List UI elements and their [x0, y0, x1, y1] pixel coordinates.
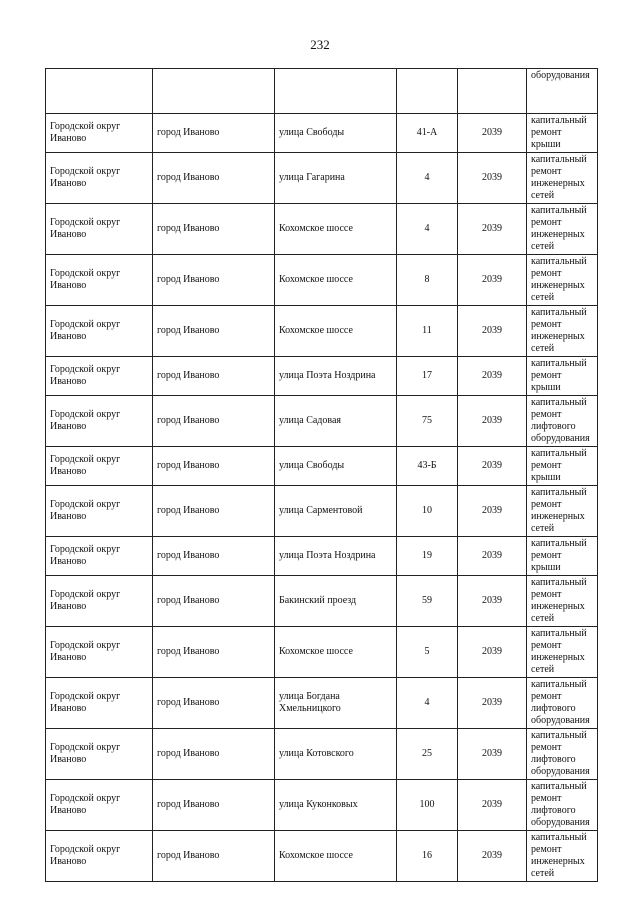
- cell-year: 2039: [458, 537, 527, 576]
- cell-year: 2039: [458, 306, 527, 357]
- cell-year: 2039: [458, 780, 527, 831]
- cell-municipality: Городской округ Иваново: [46, 114, 153, 153]
- cell-work-type: капитальный ремонт инженерных сетей: [527, 153, 598, 204]
- cell-municipality: Городской округ Иваново: [46, 255, 153, 306]
- cell-municipality: [46, 69, 153, 114]
- cell-settlement: город Иваново: [153, 396, 275, 447]
- cell-house-number: 11: [397, 306, 458, 357]
- table-row: [46, 627, 598, 678]
- cell-work-type: капитальный ремонт инженерных сетей: [527, 486, 598, 537]
- cell-work-type: капитальный ремонт инженерных сетей: [527, 204, 598, 255]
- cell-house-number: 10: [397, 486, 458, 537]
- cell-house-number: 19: [397, 537, 458, 576]
- cell-municipality: Городской округ Иваново: [46, 729, 153, 780]
- cell-work-type: капитальный ремонт инженерных сетей: [527, 627, 598, 678]
- table-row: [46, 729, 598, 780]
- cell-municipality: Городской округ Иваново: [46, 627, 153, 678]
- cell-street: улица Свободы: [275, 447, 397, 486]
- cell-house-number: 16: [397, 831, 458, 882]
- cell-year: 2039: [458, 627, 527, 678]
- cell-municipality: Городской округ Иваново: [46, 357, 153, 396]
- cell-street: Кохомское шоссе: [275, 255, 397, 306]
- cell-municipality: Городской округ Иваново: [46, 831, 153, 882]
- cell-work-type: капитальный ремонт крыши: [527, 537, 598, 576]
- cell-street: улица Богдана Хмельницкого: [275, 678, 397, 729]
- repair-schedule-table: [45, 68, 598, 882]
- cell-house-number: 4: [397, 678, 458, 729]
- cell-year: 2039: [458, 396, 527, 447]
- cell-municipality: Городской округ Иваново: [46, 153, 153, 204]
- cell-house-number: 41-А: [397, 114, 458, 153]
- cell-street: Кохомское шоссе: [275, 204, 397, 255]
- cell-settlement: город Иваново: [153, 678, 275, 729]
- cell-settlement: город Иваново: [153, 780, 275, 831]
- table-row: [46, 255, 598, 306]
- cell-work-type: капитальный ремонт крыши: [527, 357, 598, 396]
- cell-house-number: 5: [397, 627, 458, 678]
- table-row: [46, 204, 598, 255]
- cell-work-type: капитальный ремонт инженерных сетей: [527, 576, 598, 627]
- cell-work-type: капитальный ремонт лифтового оборудования: [527, 780, 598, 831]
- cell-street: улица Куконковых: [275, 780, 397, 831]
- cell-settlement: [153, 69, 275, 114]
- table-row-continuation: [46, 69, 598, 114]
- cell-municipality: Городской округ Иваново: [46, 204, 153, 255]
- cell-work-type: капитальный ремонт инженерных сетей: [527, 306, 598, 357]
- cell-year: 2039: [458, 576, 527, 627]
- cell-street: улица Гагарина: [275, 153, 397, 204]
- cell-municipality: Городской округ Иваново: [46, 447, 153, 486]
- cell-year: 2039: [458, 486, 527, 537]
- cell-house-number: 8: [397, 255, 458, 306]
- cell-settlement: город Иваново: [153, 153, 275, 204]
- cell-work-type: капитальный ремонт лифтового оборудования: [527, 678, 598, 729]
- cell-settlement: город Иваново: [153, 204, 275, 255]
- cell-work-type: капитальный ремонт инженерных сетей: [527, 255, 598, 306]
- cell-work-type: капитальный ремонт лифтового оборудования: [527, 729, 598, 780]
- cell-year: 2039: [458, 204, 527, 255]
- table-row: [46, 780, 598, 831]
- cell-work-type: капитальный ремонт крыши: [527, 447, 598, 486]
- cell-street: улица Свободы: [275, 114, 397, 153]
- cell-year: 2039: [458, 678, 527, 729]
- cell-settlement: город Иваново: [153, 537, 275, 576]
- cell-house-number: 59: [397, 576, 458, 627]
- cell-settlement: город Иваново: [153, 306, 275, 357]
- cell-settlement: город Иваново: [153, 486, 275, 537]
- table-row: [46, 486, 598, 537]
- cell-street: Кохомское шоссе: [275, 306, 397, 357]
- cell-municipality: Городской округ Иваново: [46, 780, 153, 831]
- table-row: [46, 576, 598, 627]
- cell-year: 2039: [458, 114, 527, 153]
- cell-street: Кохомское шоссе: [275, 627, 397, 678]
- cell-street: улица Поэта Ноздрина: [275, 357, 397, 396]
- table-body: [46, 69, 598, 882]
- cell-municipality: Городской округ Иваново: [46, 306, 153, 357]
- cell-house-number: 4: [397, 153, 458, 204]
- cell-municipality: Городской округ Иваново: [46, 486, 153, 537]
- cell-settlement: город Иваново: [153, 255, 275, 306]
- cell-house-number: 75: [397, 396, 458, 447]
- cell-work-type: капитальный ремонт инженерных сетей: [527, 831, 598, 882]
- cell-settlement: город Иваново: [153, 357, 275, 396]
- cell-year: [458, 69, 527, 114]
- cell-municipality: Городской округ Иваново: [46, 537, 153, 576]
- cell-street: улица Котовского: [275, 729, 397, 780]
- cell-municipality: Городской округ Иваново: [46, 396, 153, 447]
- cell-work-type: капитальный ремонт лифтового оборудования: [527, 396, 598, 447]
- cell-year: 2039: [458, 255, 527, 306]
- cell-street: Кохомское шоссе: [275, 831, 397, 882]
- cell-house-number: 43-Б: [397, 447, 458, 486]
- cell-house-number: 17: [397, 357, 458, 396]
- cell-settlement: город Иваново: [153, 627, 275, 678]
- cell-settlement: город Иваново: [153, 447, 275, 486]
- cell-year: 2039: [458, 729, 527, 780]
- cell-house-number: [397, 69, 458, 114]
- cell-year: 2039: [458, 831, 527, 882]
- cell-street: [275, 69, 397, 114]
- cell-street: улица Садовая: [275, 396, 397, 447]
- cell-settlement: город Иваново: [153, 729, 275, 780]
- cell-year: 2039: [458, 357, 527, 396]
- table-row: [46, 537, 598, 576]
- cell-house-number: 100: [397, 780, 458, 831]
- cell-year: 2039: [458, 447, 527, 486]
- cell-municipality: Городской округ Иваново: [46, 678, 153, 729]
- table-row: [46, 357, 598, 396]
- cell-street: улица Поэта Ноздрина: [275, 537, 397, 576]
- table-row: [46, 153, 598, 204]
- cell-house-number: 4: [397, 204, 458, 255]
- cell-settlement: город Иваново: [153, 831, 275, 882]
- cell-street: Бакинский проезд: [275, 576, 397, 627]
- cell-settlement: город Иваново: [153, 576, 275, 627]
- table-row: [46, 678, 598, 729]
- cell-work-type: оборудования: [527, 69, 598, 114]
- cell-house-number: 25: [397, 729, 458, 780]
- page-number: 232: [310, 37, 330, 52]
- cell-street: улица Сарментовой: [275, 486, 397, 537]
- table-row: [46, 831, 598, 882]
- cell-municipality: Городской округ Иваново: [46, 576, 153, 627]
- cell-work-type: капитальный ремонт крыши: [527, 114, 598, 153]
- table-row: [46, 114, 598, 153]
- table-row: [46, 396, 598, 447]
- cell-settlement: город Иваново: [153, 114, 275, 153]
- table-row: [46, 447, 598, 486]
- table-row: [46, 306, 598, 357]
- cell-year: 2039: [458, 153, 527, 204]
